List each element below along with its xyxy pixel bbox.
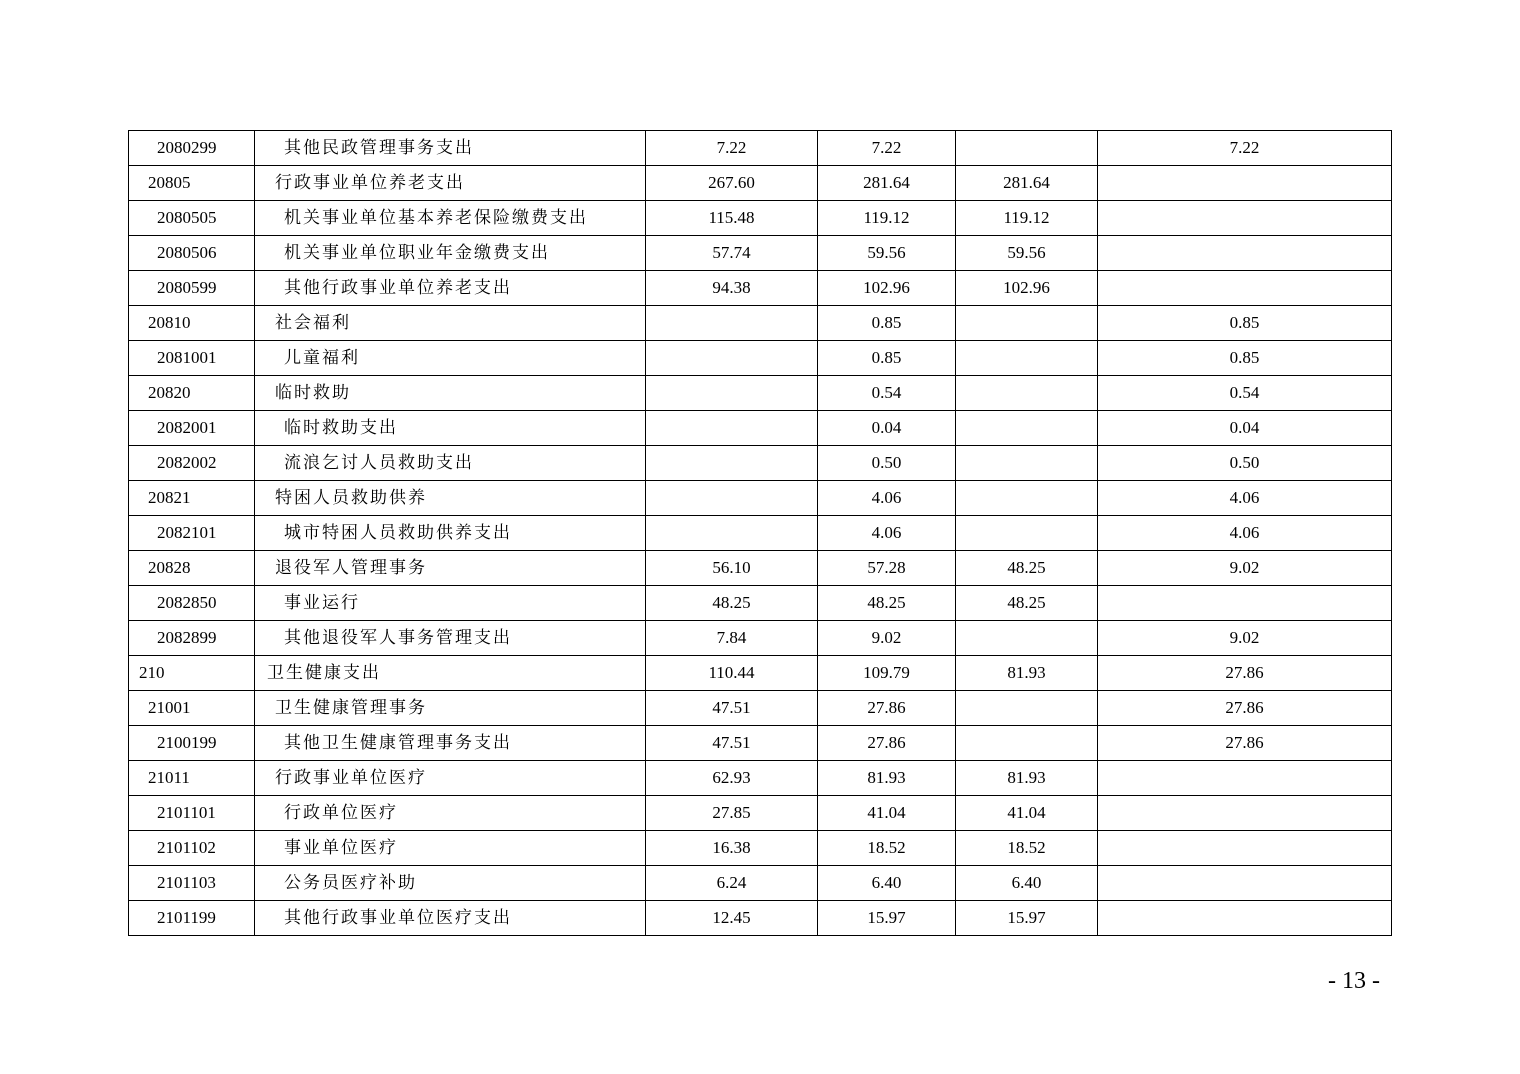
table-row: [129, 271, 1392, 306]
amount-cell-2: 4.06: [818, 481, 956, 516]
table-row: [129, 201, 1392, 236]
amount-cell-2: 18.52: [818, 831, 956, 866]
amount-cell-3: 48.25: [956, 586, 1098, 621]
amount-cell-3: 281.64: [956, 166, 1098, 201]
amount-cell-2: 48.25: [818, 586, 956, 621]
amount-cell-4: 7.22: [1098, 131, 1392, 166]
subject-name-cell: 事业单位医疗: [255, 831, 646, 866]
amount-cell-4: [1098, 831, 1392, 866]
amount-cell-4: 9.02: [1098, 551, 1392, 586]
amount-cell-1: 7.84: [646, 621, 818, 656]
amount-cell-4: [1098, 201, 1392, 236]
subject-code-cell: 20820: [129, 376, 255, 411]
amount-cell-3: 18.52: [956, 831, 1098, 866]
table-row: [129, 586, 1392, 621]
amount-cell-3: [956, 481, 1098, 516]
subject-code-cell: 20821: [129, 481, 255, 516]
subject-code-cell: 2082002: [129, 446, 255, 481]
amount-cell-2: 109.79: [818, 656, 956, 691]
amount-cell-3: 119.12: [956, 201, 1098, 236]
table-row: [129, 621, 1392, 656]
subject-code-cell: 2101103: [129, 866, 255, 901]
subject-name-cell: 其他卫生健康管理事务支出: [255, 726, 646, 761]
subject-code-cell: 2082850: [129, 586, 255, 621]
amount-cell-1: [646, 376, 818, 411]
subject-code-cell: 2082101: [129, 516, 255, 551]
table-row: [129, 726, 1392, 761]
table-row: [129, 411, 1392, 446]
table-row: [129, 131, 1392, 166]
amount-cell-1: [646, 446, 818, 481]
amount-cell-2: 27.86: [818, 726, 956, 761]
amount-cell-2: 281.64: [818, 166, 956, 201]
amount-cell-2: 9.02: [818, 621, 956, 656]
subject-name-cell: 其他行政事业单位医疗支出: [255, 901, 646, 936]
amount-cell-4: 0.04: [1098, 411, 1392, 446]
subject-code-cell: 2101102: [129, 831, 255, 866]
amount-cell-1: 6.24: [646, 866, 818, 901]
table-row: [129, 796, 1392, 831]
amount-cell-2: 59.56: [818, 236, 956, 271]
subject-code-cell: 2081001: [129, 341, 255, 376]
amount-cell-2: 41.04: [818, 796, 956, 831]
amount-cell-2: 81.93: [818, 761, 956, 796]
subject-code-cell: 210: [129, 656, 255, 691]
amount-cell-2: 0.85: [818, 306, 956, 341]
amount-cell-1: 47.51: [646, 691, 818, 726]
table-row: [129, 376, 1392, 411]
amount-cell-2: 0.54: [818, 376, 956, 411]
amount-cell-4: 0.85: [1098, 341, 1392, 376]
table-row: [129, 306, 1392, 341]
subject-name-cell: 其他民政管理事务支出: [255, 131, 646, 166]
amount-cell-1: 12.45: [646, 901, 818, 936]
amount-cell-3: [956, 621, 1098, 656]
amount-cell-2: 0.85: [818, 341, 956, 376]
subject-code-cell: 2080299: [129, 131, 255, 166]
table-row: [129, 831, 1392, 866]
amount-cell-2: 27.86: [818, 691, 956, 726]
subject-code-cell: 2082899: [129, 621, 255, 656]
amount-cell-4: [1098, 236, 1392, 271]
subject-code-cell: 21011: [129, 761, 255, 796]
subject-code-cell: 2080505: [129, 201, 255, 236]
subject-code-cell: 20810: [129, 306, 255, 341]
amount-cell-1: 110.44: [646, 656, 818, 691]
page-number: - 13 -: [1328, 968, 1380, 994]
subject-name-cell: 其他退役军人事务管理支出: [255, 621, 646, 656]
amount-cell-1: [646, 411, 818, 446]
table-row: [129, 761, 1392, 796]
subject-name-cell: 机关事业单位职业年金缴费支出: [255, 236, 646, 271]
subject-name-cell: 流浪乞讨人员救助支出: [255, 446, 646, 481]
subject-name-cell: 公务员医疗补助: [255, 866, 646, 901]
subject-name-cell: 社会福利: [255, 306, 646, 341]
subject-name-cell: 卫生健康管理事务: [255, 691, 646, 726]
amount-cell-3: 41.04: [956, 796, 1098, 831]
amount-cell-4: [1098, 586, 1392, 621]
amount-cell-3: 81.93: [956, 656, 1098, 691]
subject-name-cell: 卫生健康支出: [255, 656, 646, 691]
amount-cell-4: 0.54: [1098, 376, 1392, 411]
amount-cell-1: 56.10: [646, 551, 818, 586]
amount-cell-1: [646, 516, 818, 551]
table-row: [129, 866, 1392, 901]
amount-cell-2: 102.96: [818, 271, 956, 306]
subject-name-cell: 机关事业单位基本养老保险缴费支出: [255, 201, 646, 236]
amount-cell-4: [1098, 901, 1392, 936]
amount-cell-1: 27.85: [646, 796, 818, 831]
amount-cell-4: [1098, 166, 1392, 201]
table-row: [129, 516, 1392, 551]
table-row: [129, 691, 1392, 726]
subject-code-cell: 2101199: [129, 901, 255, 936]
amount-cell-4: [1098, 796, 1392, 831]
amount-cell-3: 102.96: [956, 271, 1098, 306]
amount-cell-4: 27.86: [1098, 656, 1392, 691]
amount-cell-4: 0.85: [1098, 306, 1392, 341]
amount-cell-2: 15.97: [818, 901, 956, 936]
subject-name-cell: 事业运行: [255, 586, 646, 621]
budget-table: [128, 130, 1392, 936]
amount-cell-4: [1098, 271, 1392, 306]
table-row: [129, 236, 1392, 271]
amount-cell-1: 57.74: [646, 236, 818, 271]
amount-cell-1: 94.38: [646, 271, 818, 306]
amount-cell-2: 0.04: [818, 411, 956, 446]
amount-cell-3: [956, 726, 1098, 761]
amount-cell-1: 267.60: [646, 166, 818, 201]
amount-cell-3: [956, 411, 1098, 446]
subject-name-cell: 行政事业单位医疗: [255, 761, 646, 796]
table-row: [129, 656, 1392, 691]
amount-cell-3: [956, 131, 1098, 166]
amount-cell-4: 27.86: [1098, 726, 1392, 761]
amount-cell-1: [646, 481, 818, 516]
amount-cell-4: [1098, 866, 1392, 901]
amount-cell-2: 6.40: [818, 866, 956, 901]
amount-cell-2: 119.12: [818, 201, 956, 236]
amount-cell-2: 57.28: [818, 551, 956, 586]
amount-cell-1: 62.93: [646, 761, 818, 796]
subject-code-cell: 2100199: [129, 726, 255, 761]
amount-cell-2: 4.06: [818, 516, 956, 551]
amount-cell-1: 7.22: [646, 131, 818, 166]
subject-code-cell: 21001: [129, 691, 255, 726]
amount-cell-3: [956, 341, 1098, 376]
amount-cell-3: 48.25: [956, 551, 1098, 586]
subject-code-cell: 2080599: [129, 271, 255, 306]
amount-cell-1: 115.48: [646, 201, 818, 236]
amount-cell-1: 48.25: [646, 586, 818, 621]
subject-code-cell: 2082001: [129, 411, 255, 446]
subject-code-cell: 2080506: [129, 236, 255, 271]
amount-cell-3: [956, 306, 1098, 341]
subject-name-cell: 临时救助: [255, 376, 646, 411]
subject-code-cell: 2101101: [129, 796, 255, 831]
table-row: [129, 481, 1392, 516]
amount-cell-2: 0.50: [818, 446, 956, 481]
amount-cell-2: 7.22: [818, 131, 956, 166]
amount-cell-3: [956, 446, 1098, 481]
table-row: [129, 166, 1392, 201]
amount-cell-4: 0.50: [1098, 446, 1392, 481]
amount-cell-4: 4.06: [1098, 481, 1392, 516]
amount-cell-1: [646, 306, 818, 341]
subject-code-cell: 20805: [129, 166, 255, 201]
amount-cell-3: 6.40: [956, 866, 1098, 901]
table-row: [129, 551, 1392, 586]
subject-name-cell: 行政单位医疗: [255, 796, 646, 831]
amount-cell-3: 59.56: [956, 236, 1098, 271]
amount-cell-4: 27.86: [1098, 691, 1392, 726]
table-row: [129, 901, 1392, 936]
table-body: [129, 131, 1392, 936]
subject-name-cell: 城市特困人员救助供养支出: [255, 516, 646, 551]
amount-cell-3: 81.93: [956, 761, 1098, 796]
amount-cell-3: [956, 691, 1098, 726]
amount-cell-4: [1098, 761, 1392, 796]
table-row: [129, 341, 1392, 376]
amount-cell-3: [956, 516, 1098, 551]
amount-cell-4: 4.06: [1098, 516, 1392, 551]
amount-cell-1: 47.51: [646, 726, 818, 761]
subject-code-cell: 20828: [129, 551, 255, 586]
amount-cell-1: 16.38: [646, 831, 818, 866]
subject-name-cell: 退役军人管理事务: [255, 551, 646, 586]
subject-name-cell: 特困人员救助供养: [255, 481, 646, 516]
amount-cell-4: 9.02: [1098, 621, 1392, 656]
subject-name-cell: 临时救助支出: [255, 411, 646, 446]
table-row: [129, 446, 1392, 481]
amount-cell-1: [646, 341, 818, 376]
amount-cell-3: 15.97: [956, 901, 1098, 936]
subject-name-cell: 行政事业单位养老支出: [255, 166, 646, 201]
subject-name-cell: 儿童福利: [255, 341, 646, 376]
amount-cell-3: [956, 376, 1098, 411]
subject-name-cell: 其他行政事业单位养老支出: [255, 271, 646, 306]
